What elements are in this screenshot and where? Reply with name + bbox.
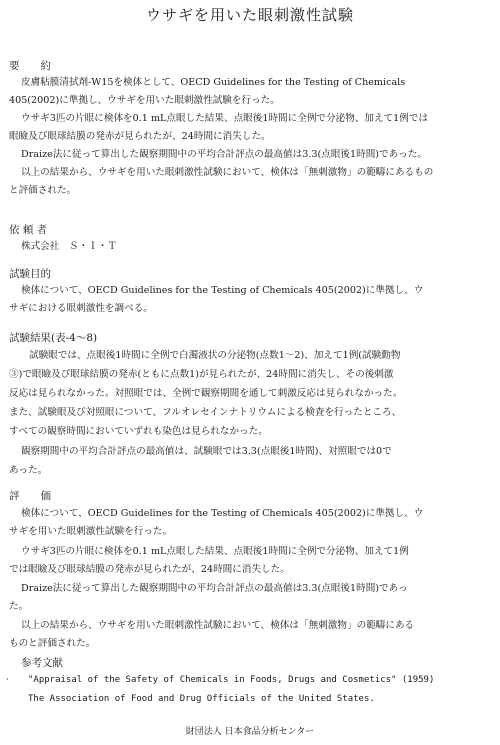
summary-heading: 要 約 bbox=[9, 60, 51, 72]
summary-line-7: と評価された。 bbox=[9, 185, 77, 196]
evaluation-line-1: 検体について、OECD Guidelines for the Testing of Chemicals 405(2002)に準拠し、ウ bbox=[21, 508, 424, 519]
client-value: 株式会社 Ｓ・Ｉ・Ｔ bbox=[21, 241, 117, 252]
results-line-5: すべての観察時間においていずれも染色は見られなかった。 bbox=[9, 426, 268, 437]
purpose-heading: 試験目的 bbox=[9, 268, 51, 280]
evaluation-heading: 評 価 bbox=[9, 490, 51, 502]
summary-line-3: ウサギ3匹の片眼に検体を0.1 mL点眼した結果、点眼後1時間に全例で分泌物、加えて1例では bbox=[21, 113, 429, 124]
client-heading: 依 頼 者 bbox=[9, 224, 48, 236]
summary-line-1: 皮膚粘膜清拭剤-W15を検体として、OECD Guidelines for the Testing of Chemicals bbox=[21, 77, 406, 88]
document-title: ウサギを用いた眼刺激性試験 bbox=[145, 6, 354, 24]
results-line-3: 反応は見られなかった。対照眼では、全例で観察期間を通して刺激反応は見られなかった。 bbox=[9, 388, 403, 399]
evaluation-line-2: サギを用いた眼刺激性試験を行った。 bbox=[9, 526, 173, 537]
evaluation-line-5: Draize法に従って算出した観察期間中の平均合計評点の最高値は3.3(点眼後1時間)であっ bbox=[21, 583, 408, 594]
summary-line-4: 眼瞼及び眼球結膜の発赤が見られたが、24時間に消失した。 bbox=[9, 131, 271, 142]
evaluation-line-7: 以上の結果から、ウサギを用いた眼刺激性試験において、検体は「無刺激物」の範疇にある bbox=[21, 620, 415, 631]
results-line-4: また、試験眼及び対照眼について、フルオレセインナトリウムによる検査を行ったところ、 bbox=[9, 407, 402, 418]
results-heading: 試験結果(表-4～8) bbox=[9, 332, 98, 344]
bullet-dot: · bbox=[6, 675, 9, 685]
purpose-line-2: サギにおける眼刺激性を調べる。 bbox=[9, 303, 153, 314]
reference-line-1: "Appraisal of the Safety of Chemicals in Foods, Drugs and Cosmetics" (1959) bbox=[28, 675, 435, 685]
purpose-line-1: 検体について、OECD Guidelines for the Testing of Chemicals 405(2002)に準拠し、ウ bbox=[21, 285, 424, 296]
evaluation-line-3: ウサギ3匹の片眼に検体を0.1 mL点眼した結果、点眼後1時間に全例で分泌物、加えて1例 bbox=[21, 546, 409, 557]
references-heading: 参考文献 bbox=[21, 657, 63, 669]
summary-line-5: Draize法に従って算出した観察期間中の平均合計評点の最高値は3.3(点眼後1時間)であった。 bbox=[21, 149, 427, 160]
evaluation-line-8: ものと評価された。 bbox=[9, 638, 96, 649]
results-line-6: 観察期間中の平均合計評点の最高値は、試験眼では3.3(点眼後1時間)、対照眼では0で bbox=[21, 446, 392, 457]
evaluation-line-6: た。 bbox=[9, 601, 29, 612]
evaluation-line-4: では眼瞼及び眼球結膜の発赤が見られたが、24時間に消失した。 bbox=[9, 564, 290, 575]
results-line-2: ③)で眼瞼及び眼球結膜の発赤(ともに点数1)が見られたが、24時間に消失し、その後刺激 bbox=[9, 369, 394, 380]
results-line-1: 試験眼では、点眼後1時間に全例で白濁液状の分泌物(点数1～2)、加えて1例(試験動物 bbox=[29, 350, 401, 361]
summary-line-2: 405(2002)に準拠し、ウサギを用いた眼刺激性試験を行った。 bbox=[9, 95, 280, 106]
summary-line-6: 以上の結果から、ウサギを用いた眼刺激性試験において、検体は「無刺激物」の範疇にあるもの bbox=[21, 167, 434, 178]
reference-line-2: The Association of Food and Drug Officials of the United States. bbox=[28, 694, 375, 704]
page-footer: 財団法人 日本食品分析センター bbox=[185, 727, 315, 737]
results-line-7: あった。 bbox=[9, 465, 48, 476]
